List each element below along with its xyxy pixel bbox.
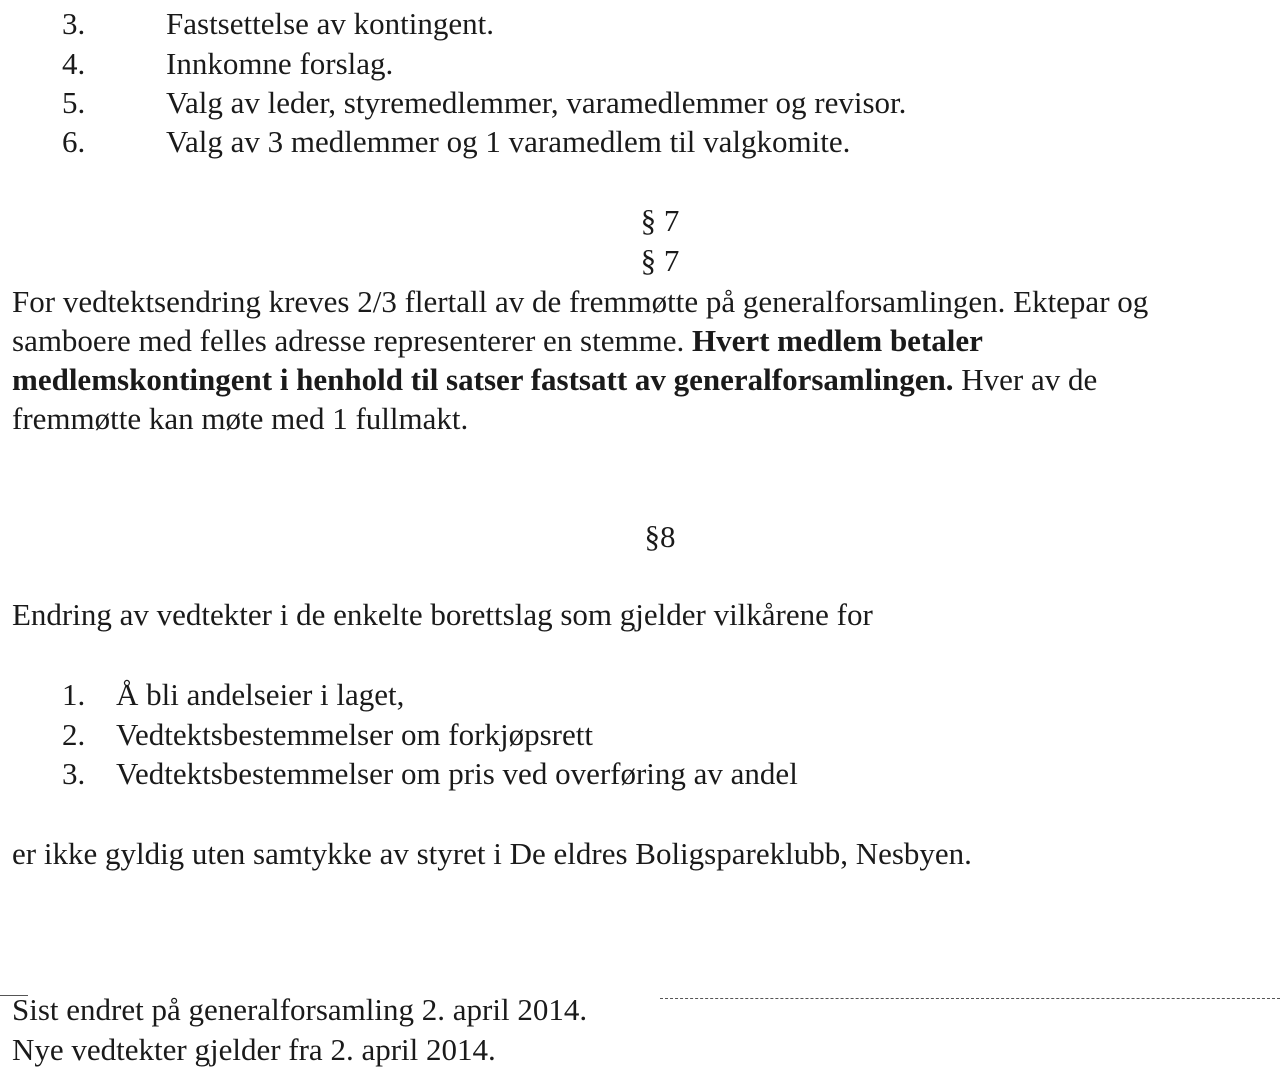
divider [660,998,1280,999]
paragraph-line: fremmøtte kan møte med 1 fullmakt. [12,401,469,436]
footer-line: Sist endret på generalforsamling 2. april 2014. [12,992,588,1027]
paragraph-line [12,321,983,360]
paragraph-line: Endring av vedtekter i de enkelte borettslag som gjelder vilkårene for [12,597,873,632]
paragraph-text: samboere med felles adresse representerer en stemme. [12,323,692,358]
section-heading: § 7 [640,203,680,238]
list-item-text: Å bli andelseier i laget, [116,677,405,712]
list-number: 6. [62,124,86,159]
list-item-text: Vedtektsbestemmelser om pris ved overføring av andel [116,756,798,791]
list-item-text: Vedtektsbestemmelser om forkjøpsrett [116,717,593,752]
paragraph-line [12,360,1097,399]
paragraph-line: For vedtektsendring kreves 2/3 flertall av de fremmøtte på generalforsamlingen. Ektepar og [12,284,1149,319]
bold-text: medlemskontingent i henhold til satser fastsatt av generalforsamlingen. [12,362,954,397]
list-item-text: Fastsettelse av kontingent. [166,6,495,41]
list-number: 2. [62,717,86,752]
list-item-text: Valg av leder, styremedlemmer, varamedlemmer og revisor. [166,85,907,120]
list-number: 4. [62,46,86,81]
list-item-text: Innkomne forslag. [166,46,394,81]
footer-line: Nye vedtekter gjelder fra 2. april 2014. [12,1032,496,1067]
paragraph-text: Hver av de [953,362,1098,397]
list-number: 5. [62,85,86,120]
section-heading: § 7 [640,243,680,278]
list-number: 3. [62,6,86,41]
paragraph-line: er ikke gyldig uten samtykke av styret i De eldres Boligspareklubb, Nesbyen. [12,836,972,871]
list-number: 3. [62,756,86,791]
list-number: 1. [62,677,86,712]
list-item-text: Valg av 3 medlemmer og 1 varamedlem til valgkomite. [166,124,851,159]
section-heading: §8 [644,519,676,554]
bold-text: Hvert medlem betaler [691,323,983,358]
